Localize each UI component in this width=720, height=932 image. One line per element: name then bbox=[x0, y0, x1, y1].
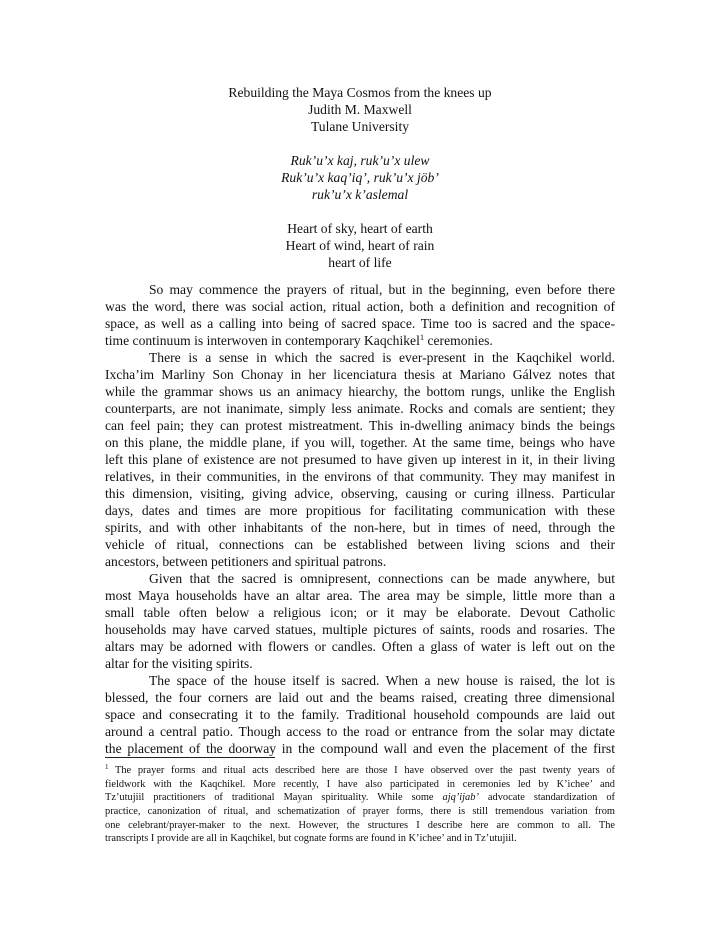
footnote bbox=[105, 764, 615, 846]
body-line: can feel pain; they can protest mistreatment. This in-dwelling animacy binds the beings bbox=[105, 418, 615, 434]
body-line: while the grammar shows us an animacy hiearchy, the bottom rungs, unlike the English bbox=[105, 384, 615, 400]
body-text bbox=[105, 281, 615, 757]
author-name: Judith M. Maxwell bbox=[308, 102, 412, 117]
body-line: spirits, and with other inhabitants of the non-here, but in times of need, through the bbox=[105, 520, 615, 536]
body-line: altars may be adorned with flowers or candles. Often a glass of water is left out on the bbox=[105, 639, 615, 655]
footnote-italic-term: ajq’ijab’ bbox=[442, 792, 479, 804]
epigraph-english-line: heart of life bbox=[328, 255, 392, 270]
body-line: around a central patio. Though access to the road or entrance from the solar may dictate bbox=[105, 724, 615, 740]
body-line: was the word, there was social action, ritual action, both a definition and recognition of bbox=[105, 299, 615, 315]
body-line: this dimension, visiting, giving advice, observing, causing or curing illness. Particular bbox=[105, 486, 615, 502]
author-affiliation: Tulane University bbox=[310, 119, 410, 134]
footnote-divider bbox=[105, 757, 275, 758]
body-line: time continuum is interwoven in contemporary Kaqchikel$^1$ ceremonies. bbox=[105, 332, 493, 349]
body-line: blessed, the four corners are laid out and the beams raised, creating three dimensional bbox=[105, 690, 615, 706]
title-block bbox=[105, 84, 615, 271]
body-line: Ixcha’im Marliny Son Chonay in her licenciatura thesis at Mariano Gálvez notes that bbox=[105, 367, 615, 383]
body-line: So may commence the prayers of ritual, but in the beginning, even before there bbox=[149, 282, 615, 297]
body-line: on this plane, the middle plane, if you will, together. At the same time, beings who have bbox=[105, 435, 615, 451]
footnote-line: practice, canonization of ritual, and schematization of prayer forms, there is still tremendous variation from bbox=[105, 806, 615, 818]
body-line: vehicle of ritual, connections can be established between living scions and their bbox=[105, 537, 615, 553]
body-line: left this plane of existence are not presumed to have given up interest in it, in their living bbox=[105, 452, 615, 468]
footnote-marker: 1 bbox=[105, 763, 109, 771]
body-line: households may have carved statues, multiple pictures of saints, roods and rosaries. The bbox=[105, 622, 615, 638]
epigraph-kaqchikel-line: Ruk’u’x kaq’iq’, ruk’u’x jöb’ bbox=[281, 170, 439, 185]
footnote-reference[interactable]: 1 bbox=[419, 332, 425, 343]
footnote-line: $^1$ The prayer forms and ritual acts described here are those I have observed over the past twenty years of bbox=[105, 763, 615, 776]
body-line: most Maya households have an altar area. The area may be simple, little more than a bbox=[105, 588, 615, 604]
footnote-line: fieldwork with the Kaqchikel. More recently, I have also participated in ceremonies led by K’ichee’ and bbox=[105, 778, 615, 790]
body-line: The space of the house itself is sacred. When a new house is raised, the lot is bbox=[149, 673, 615, 689]
footnote-line: one celebrant/prayer-maker to the next. However, the structures I describe here are common to all. The bbox=[105, 819, 615, 831]
body-line: altar for the visiting spirits. bbox=[105, 656, 253, 672]
body-line: space, as well as a calling into being of sacred space. Time too is sacred and the space- bbox=[105, 316, 615, 332]
body-line: small table often below a religious icon; or it may be elaborate. Devout Catholic bbox=[105, 605, 615, 621]
body-line: the placement of the doorway in the compound wall and even the placement of the first bbox=[105, 741, 615, 757]
body-line: There is a sense in which the sacred is ever-present in the Kaqchikel world. bbox=[149, 350, 615, 366]
epigraph-kaqchikel-line: ruk’u’x k’aslemal bbox=[311, 187, 409, 202]
paper-title: Rebuilding the Maya Cosmos from the knees up bbox=[228, 85, 492, 100]
body-line: ancestors, between petitioners and spiritual patrons. bbox=[105, 554, 387, 570]
body-line: Given that the sacred is omnipresent, connections can be made anywhere, but bbox=[149, 571, 615, 587]
body-line: days, dates and times are more propitious for facilitating communication with these bbox=[105, 503, 615, 519]
epigraph-kaqchikel-line: Ruk’u’x kaj, ruk’u’x ulew bbox=[290, 153, 430, 168]
epigraph-english-line: Heart of wind, heart of rain bbox=[285, 238, 435, 253]
body-line: space and consecrating it to the family. Traditional household compounds are laid out bbox=[105, 707, 615, 723]
body-line: counterparts, are not inanimate, simply less animate. Rocks and comals are sentient; they bbox=[105, 401, 615, 417]
footnote-line: transcripts I provide are all in Kaqchikel, but cognate forms are found in K’ichee’ and in Tz’utujiil. bbox=[105, 833, 517, 845]
footnote-line: Tz’utujiil practitioners of traditional Mayan spirituality. While some ajq’ijab’ advocate standardization of bbox=[105, 792, 615, 804]
body-line: relatives, in their communities, in the environs of that community. They may manifest in bbox=[105, 469, 615, 485]
epigraph-english-line: Heart of sky, heart of earth bbox=[287, 221, 433, 236]
